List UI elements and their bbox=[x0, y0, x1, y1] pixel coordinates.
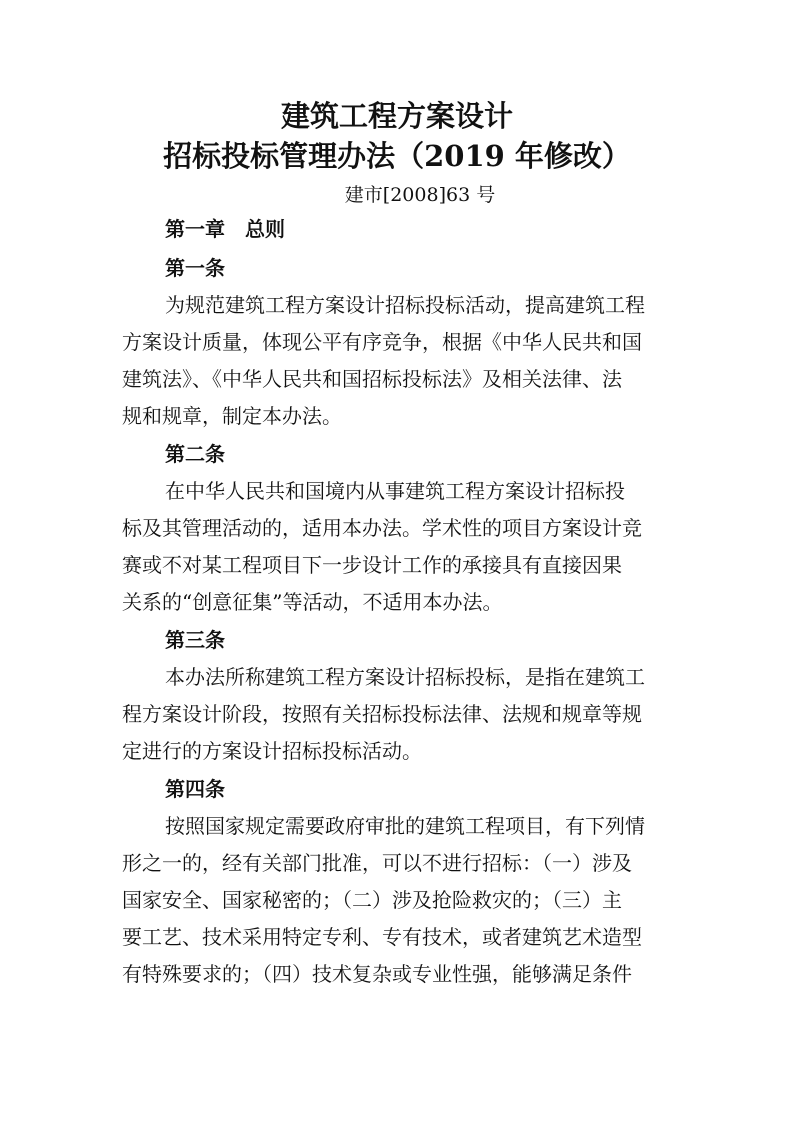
article-2-line: 在中华人民共和国境内从事建筑工程方案设计招标投 bbox=[165, 479, 625, 503]
article-1-heading: 第一条 bbox=[165, 256, 225, 280]
article-2-line: 关系的“创意征集”等活动，不适用本办法。 bbox=[122, 590, 503, 614]
article-3-heading: 第三条 bbox=[165, 628, 225, 652]
document-title-line-2: 招标投标管理办法（2019 年修改） bbox=[163, 139, 631, 173]
article-4-line: 国家安全、国家秘密的；（二）涉及抢险救灾的；（三）主 bbox=[122, 888, 622, 912]
article-3-line: 定进行的方案设计招标投标活动。 bbox=[122, 739, 422, 763]
article-2-heading: 第二条 bbox=[165, 442, 225, 466]
article-4-line: 形之一的，经有关部门批准，可以不进行招标：（一）涉及 bbox=[122, 851, 632, 875]
article-1-line: 为规范建筑工程方案设计招标投标活动，提高建筑工程 bbox=[165, 293, 645, 317]
article-3-line: 程方案设计阶段，按照有关招标投标法律、法规和规章等规 bbox=[122, 702, 642, 726]
article-4-line: 有特殊要求的；（四）技术复杂或专业性强，能够满足条件 bbox=[122, 962, 632, 986]
article-1-line: 方案设计质量，体现公平有序竞争，根据《中华人民共和国 bbox=[122, 330, 642, 354]
chapter-1-heading: 第一章 总则 bbox=[165, 217, 285, 241]
article-1-line: 规和规章，制定本办法。 bbox=[122, 404, 342, 428]
article-1-line: 建筑法》、《中华人民共和国招标投标法》及相关法律、法 bbox=[122, 367, 622, 391]
article-4-line: 要工艺、技术采用特定专利、专有技术，或者建筑艺术造型 bbox=[122, 925, 642, 949]
article-2-line: 标及其管理活动的，适用本办法。学术性的项目方案设计竞 bbox=[122, 516, 642, 540]
document-number: 建市[2008]63 号 bbox=[344, 184, 496, 206]
article-4-line: 按照国家规定需要政府审批的建筑工程项目，有下列情 bbox=[165, 814, 645, 838]
article-4-heading: 第四条 bbox=[165, 777, 225, 801]
document-title-line-1: 建筑工程方案设计 bbox=[280, 99, 513, 133]
article-2-line: 赛或不对某工程项目下一步设计工作的承接具有直接因果 bbox=[122, 553, 622, 577]
article-3-line: 本办法所称建筑工程方案设计招标投标，是指在建筑工 bbox=[165, 665, 645, 689]
